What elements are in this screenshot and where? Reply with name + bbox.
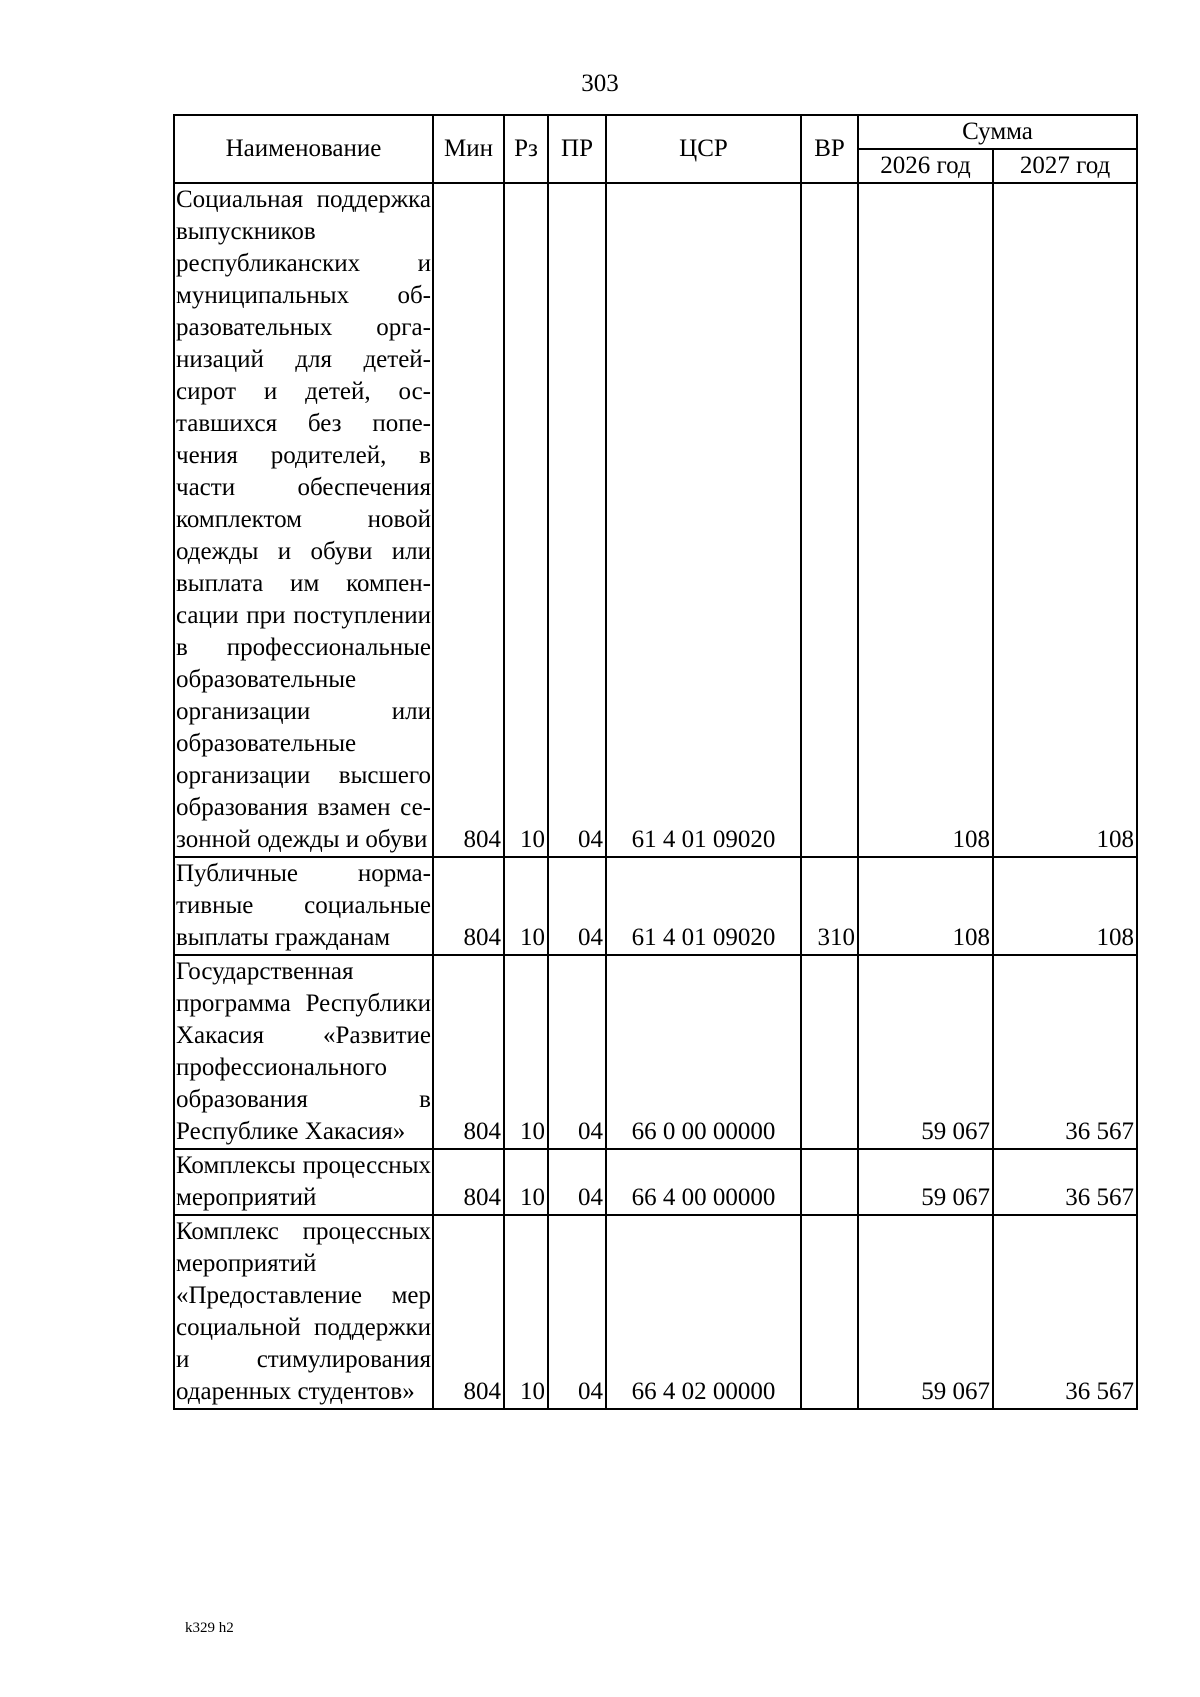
row-csr: 61 4 01 09020 (606, 857, 801, 955)
budget-table (173, 114, 1138, 1410)
row-vr (801, 1149, 858, 1215)
row-min: 804 (433, 857, 504, 955)
header-name: Наименование (174, 115, 433, 183)
table-row (174, 955, 1137, 1149)
table-row (174, 857, 1137, 955)
row-rz: 10 (504, 1215, 548, 1409)
table-row (174, 183, 1137, 857)
row-sum-2026: 108 (858, 183, 993, 857)
row-rz: 10 (504, 857, 548, 955)
row-vr (801, 183, 858, 857)
header-vr: ВР (801, 115, 858, 183)
row-vr (801, 955, 858, 1149)
row-sum-2027: 36 567 (993, 1215, 1137, 1409)
header-min: Мин (433, 115, 504, 183)
row-min: 804 (433, 955, 504, 1149)
header-pr: ПР (548, 115, 606, 183)
row-name: Публичные нормативные социальные выплаты гражданам (174, 857, 433, 955)
row-min: 804 (433, 1149, 504, 1215)
row-csr: 61 4 01 09020 (606, 183, 801, 857)
row-sum-2027: 36 567 (993, 1149, 1137, 1215)
header-csr: ЦСР (606, 115, 801, 183)
row-rz: 10 (504, 955, 548, 1149)
row-csr: 66 4 02 00000 (606, 1215, 801, 1409)
row-vr: 310 (801, 857, 858, 955)
footer-code: k329 h2 (185, 1620, 234, 1636)
row-sum-2026: 59 067 (858, 1149, 993, 1215)
row-sum-2026: 59 067 (858, 955, 993, 1149)
row-pr: 04 (548, 183, 606, 857)
table-row (174, 1149, 1137, 1215)
row-rz: 10 (504, 183, 548, 857)
row-min: 804 (433, 183, 504, 857)
row-name: Социальная поддержка выпускников республиканских и муниципальных образовательных организаций для детей-сирот и детей, оставшихся без попечения родителей, в части обеспечения комплектом новой одежды и обуви или выплата им компенсации при поступлении в профессиональные образовательные организации или образовательные организации высшего образования взамен сезонной одежды и обуви (174, 183, 433, 857)
header-sum: Сумма (858, 115, 1137, 149)
row-name: Комплексы процессных мероприятий (174, 1149, 433, 1215)
header-year-2026: 2026 год (858, 149, 993, 183)
row-sum-2026: 59 067 (858, 1215, 993, 1409)
row-min: 804 (433, 1215, 504, 1409)
row-pr: 04 (548, 955, 606, 1149)
row-vr (801, 1215, 858, 1409)
row-pr: 04 (548, 1149, 606, 1215)
row-name: Государственная программа Республики Хакасия «Развитие профессионального образования в Республике Хакасия» (174, 955, 433, 1149)
row-pr: 04 (548, 857, 606, 955)
page-number: 303 (581, 70, 619, 97)
row-csr: 66 0 00 00000 (606, 955, 801, 1149)
row-csr: 66 4 00 00000 (606, 1149, 801, 1215)
row-rz: 10 (504, 1149, 548, 1215)
row-sum-2027: 108 (993, 183, 1137, 857)
header-rz: Рз (504, 115, 548, 183)
table-row (174, 1215, 1137, 1409)
row-pr: 04 (548, 1215, 606, 1409)
row-name: Комплекс процессных мероприятий «Предоставление мер социальной поддержки и стимулирования одаренных студентов» (174, 1215, 433, 1409)
header-year-2027: 2027 год (993, 149, 1137, 183)
row-sum-2027: 108 (993, 857, 1137, 955)
row-sum-2026: 108 (858, 857, 993, 955)
row-sum-2027: 36 567 (993, 955, 1137, 1149)
